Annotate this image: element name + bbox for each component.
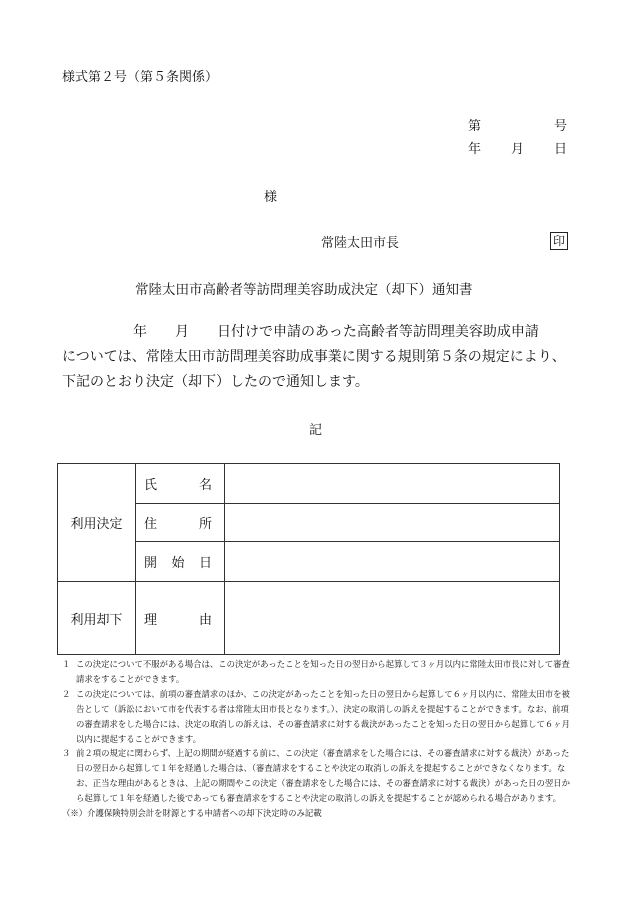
start-date-value-cell[interactable] — [225, 542, 560, 582]
document-number-prefix: 第 — [468, 119, 482, 134]
decision-table — [57, 463, 560, 655]
name-value-cell[interactable] — [225, 464, 560, 504]
name-label-cell: 氏 名 — [136, 464, 225, 504]
note-1: １ この決定について不服がある場合は、この決定があったことを知った日の翌日から起算して３ヶ月以内に常陸太田市長に対して審査請求をすることができます。 — [62, 659, 570, 684]
form-number-label: 様式第２号（第５条関係） — [62, 70, 219, 85]
seal-mark: 印 — [550, 232, 568, 250]
note-2: ２ この決定については、前項の審査請求のほか、この決定があったことを知った日の翌日から起算して６ヶ月以内に、常陸太田市を被告として（訴訟において市を代表する者は常陸太田市長となります。）、決定の取消しの訴えを提起することができます。なお、前項の審査請求をした場合には、決定の取消しの訴えは、その審査請求に対する裁決があったことを知った日の翌日から起算して６ヶ月以内に提起することができます。 — [62, 688, 571, 744]
note-3: ３ 前２項の規定に関わらず、上記の期間が経過する前に、この決定（審査請求をした場合には、その審査請求に対する裁決）があった日の翌日から起算して１年を経過した場合は、（審査請求をすることや決定の取消しの訴えを提起することができなくなります。なお、正当な理由があるときは、上記の期間やこの決定（審査請求をした場合には、その審査請求に対する裁決）があった日の翌日から起算して１年を経過した後であっても審査請求をすることや決定の取消しの訴えを提起することが認められる場合があります。 — [62, 748, 571, 804]
ki-heading: 記 — [309, 423, 323, 438]
decision-group-label: 利用決定 — [58, 464, 136, 582]
address-label-cell: 住 所 — [136, 504, 225, 542]
footnote: （※）介護保険特別会計を財源とする申請者への却下決定時のみ記載 — [62, 808, 322, 819]
addressee-honorific: 様 — [264, 190, 278, 205]
notes-section — [62, 657, 572, 821]
start-date-label-cell: 開 始 日 — [136, 542, 225, 582]
table-row — [58, 464, 560, 504]
rejection-group-label: 利用却下 — [58, 582, 136, 655]
document-number-suffix: 号 — [554, 119, 568, 134]
issuer-name: 常陸太田市長 — [321, 236, 400, 251]
reason-value-cell[interactable] — [225, 582, 560, 655]
reason-label-cell: 理 由 — [136, 582, 225, 655]
address-value-cell[interactable] — [225, 504, 560, 542]
date-year: 年 — [468, 142, 482, 157]
body-line-2: については、常陸太田市訪問理美容助成事業に関する規則第５条の規定により、 — [62, 349, 566, 365]
date-day: 日 — [554, 142, 568, 157]
body-line-3: 下記のとおり決定（却下）したので通知します。 — [62, 374, 369, 390]
document-title: 常陸太田市高齢者等訪問理美容助成決定（却下）通知書 — [135, 282, 473, 298]
table-row — [58, 582, 560, 655]
body-line-1: 年 月 日付けで申請のあった高齢者等訪問理美容助成申請 — [133, 324, 539, 340]
date-month: 月 — [511, 142, 525, 157]
